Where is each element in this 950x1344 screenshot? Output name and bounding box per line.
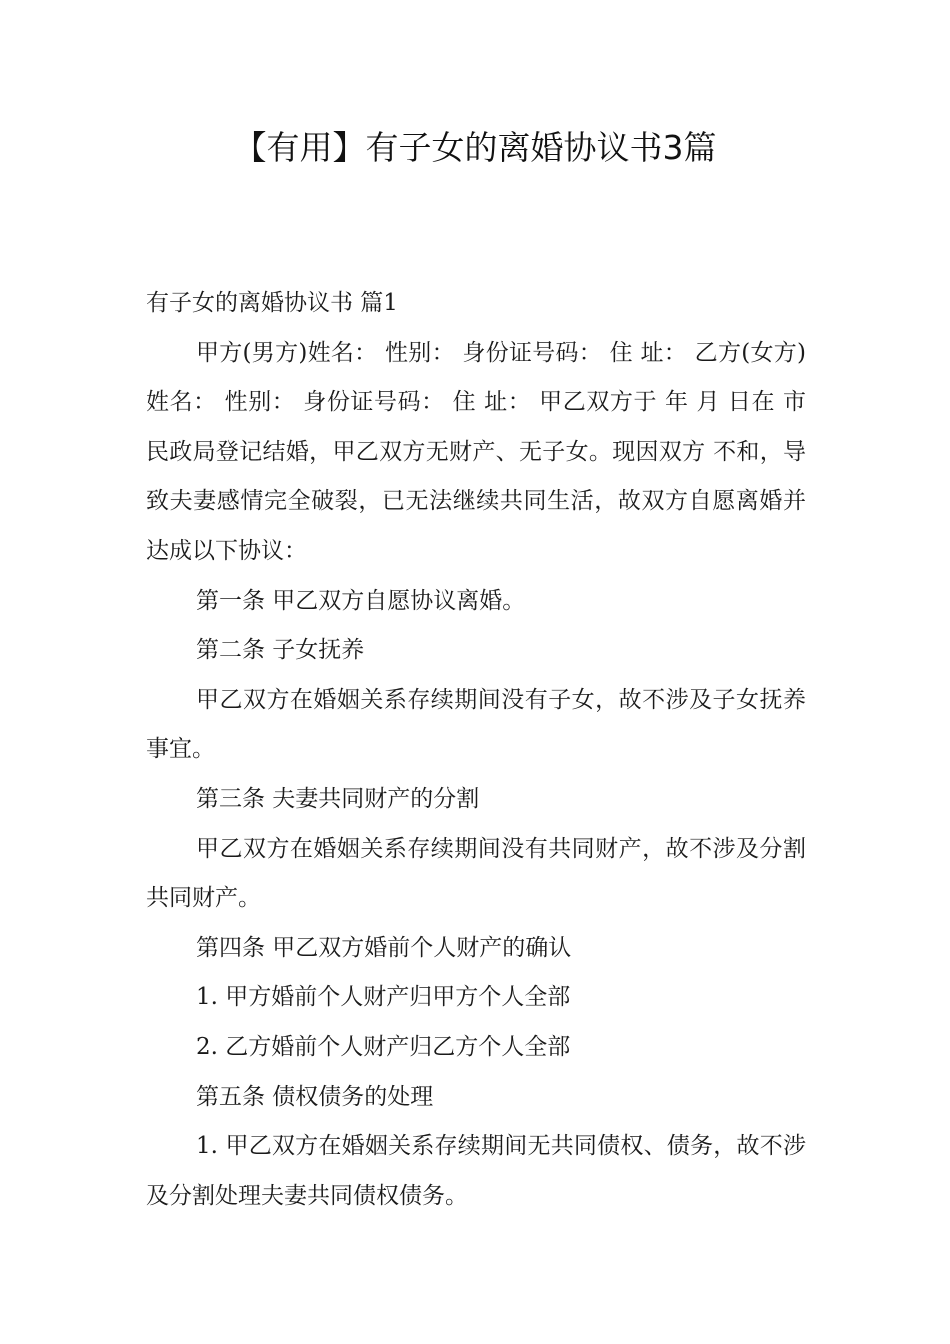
party-info-paragraph: 甲方(男方)姓名： 性别： 身份证号码： 住 址： 乙方(女方)姓名： 性别： 身份证号码： 住 址： 甲乙双方于 年 月 日在 市民政局登记结婚，甲乙双方无财产、无子女。现因双方 不和，导致夫妻感情完全破裂，已无法继续共同生活，故双方自愿离婚并达成以下协议： xyxy=(146,339,806,564)
article-2-heading: 第二条 子女抚养 xyxy=(196,637,365,664)
section-heading: 有子女的离婚协议书 篇1 xyxy=(146,290,398,316)
article-3-body: 甲乙双方在婚姻关系存续期间没有共同财产，故不涉及分割共同财产。 xyxy=(146,835,806,912)
document-body xyxy=(146,279,806,1221)
article-2-body: 甲乙双方在婚姻关系存续期间没有子女，故不涉及子女抚养事宜。 xyxy=(146,686,806,763)
document-title: 【有用】有子女的离婚协议书3篇 xyxy=(233,128,717,167)
article-5-heading: 第五条 债权债务的处理 xyxy=(196,1083,434,1110)
article-1: 第一条 甲乙双方自愿协议离婚。 xyxy=(196,587,526,614)
article-5-item-1: 1. 甲乙双方在婚姻关系存续期间无共同债权、债务，故不涉及分割处理夫妻共同债权债务。 xyxy=(146,1133,806,1209)
article-4-item-1: 1. 甲方婚前个人财产归甲方个人全部 xyxy=(196,984,571,1011)
article-4-heading: 第四条 甲乙双方婚前个人财产的确认 xyxy=(196,934,572,961)
article-4-item-2: 2. 乙方婚前个人财产归乙方个人全部 xyxy=(196,1033,571,1060)
article-3-heading: 第三条 夫妻共同财产的分割 xyxy=(196,785,480,812)
